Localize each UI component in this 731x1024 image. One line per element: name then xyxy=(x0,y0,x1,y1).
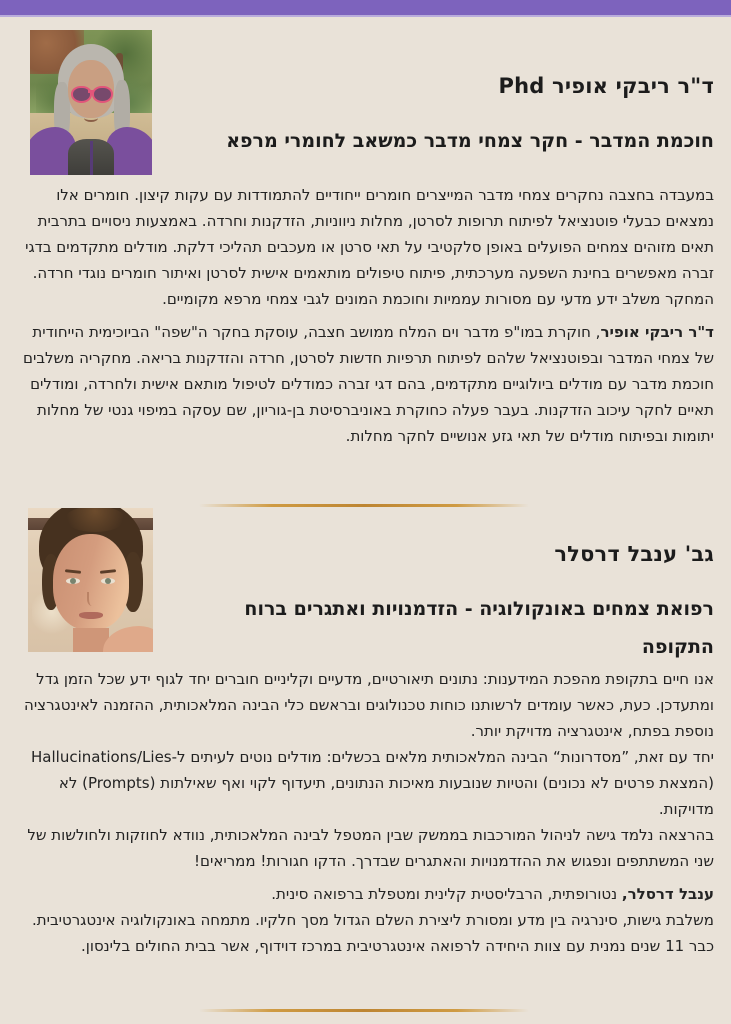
speaker2-topic xyxy=(170,590,714,666)
bio-text: נטורופתית, הרבליסטית קלינית ומטפלת ברפואה סינית. xyxy=(271,885,622,903)
speaker1-lab-paragraph xyxy=(16,182,714,312)
bio-text: במעבדה בחצבה נחקרים צמחי מדבר המייצרים חומרים ייחודיים להתמודדות עם עקות קיצון. חומרים אלו נמצאים כבעלי פוטנציאל לפיתוח תרופות לסרטן, מחלות ניווניות, הזדקנות וחרדה. באמצעות ניסויים בתרבית תאים מזוהים צמחים הפועלים באופן סלקטיבי על תאי סרטן או מעכבים תהליכי דלקת. מודלים מתקדמים בדגי זברה מאפשרים בחינת השפעה מערכתית, פיתוח טיפולים מותאמים אישית לסרטן ואיתור חומרים נוגדי חרדה. xyxy=(25,186,714,282)
speaker1-topic: חוכמת המדבר - חקר צמחי מדבר כמשאב לחומרי מרפא xyxy=(226,130,714,152)
speaker2-photo xyxy=(28,508,153,652)
speaker1-bold-name: ד"ר ריבקי אופיר xyxy=(600,323,714,341)
speaker2-lecture-paragraph xyxy=(16,666,714,874)
gold-divider-bottom xyxy=(199,1009,529,1012)
speaker2-bio xyxy=(16,666,714,959)
speaker1-about-paragraph xyxy=(16,319,714,449)
bio-text: יחד עם זאת, ”מסדרונות“ הבינה המלאכותית מלאים בכשלים: מודלים נוטים לעיתים ל-Hallucinations/Lies (המצאת פרטים לא נכונים) והטיות שנובעות מאיכות הנתונים, תיעדוף לקוי ואף שאילתות (Prompts) לא מדויקות. xyxy=(31,748,714,818)
speaker2-header xyxy=(170,542,714,666)
bio-text: משלבת גישות, סינרגיה בין מדע ומסורת ליצירת השלם הגדול מסך חלקיו. מתמחה באונקולוגיה אינטגרטיבית. כבר 11 שנים נמנית עם צוות היחידה לרפואה אינטגרטיבית במרכז דוידוף, אשר בבית החולים בלינסון. xyxy=(31,911,714,955)
gold-divider-middle xyxy=(199,504,529,507)
speaker2-name: גב' ענבל דרסלר xyxy=(554,542,714,566)
speaker2-about-paragraph xyxy=(16,881,714,959)
bio-text: המחקר משלב ידע מדעי עם מסורות עממיות וחוכמת המונים לגבי צמחי מרפא מקומיים. xyxy=(162,290,714,308)
speaker1-photo xyxy=(30,30,152,175)
top-accent-bar xyxy=(0,0,731,17)
speaker2-topic-line2: התקופה xyxy=(641,636,714,658)
speaker1-header xyxy=(170,74,714,160)
speaker2-bold-name: ענבל דרסלר, xyxy=(621,885,714,903)
speaker1-bio xyxy=(16,182,714,449)
bio-text: , חוקרת במו"פ מדבר וים המלח ממושב חצבה, עוסקת בחקר ה"שפה" הביוכימית הייחודית של צמחי המדבר ובפוטנציאל שלהם לפיתוח תרפיות חדשות לסרטן, חרדה והזדקנות בריאה. מחקריה משלבים חוכמת מדבר עם מודלים ביולוגיים מתקדמים, בהם דגי זברה כמודלים לטיפול מותאם אישית ולחרדה, ומודלים תאיים לחקר עיכוב הזדקנות. בעבר פעלה כחוקרת באוניברסיטת בן-גוריון, שם עסקה במיפוי גנטי של מחלות יתומות ובפיתוח מודלים של תאי גזע אנושיים לחקר מחלות. xyxy=(23,323,714,445)
speaker2-topic-line1: רפואת צמחים באונקולוגיה - הזדמנויות ואתגרים ברוח xyxy=(244,598,714,620)
speaker1-name: ד"ר ריבקי אופיר Phd xyxy=(498,74,714,98)
bio-text: בהרצאה נלמד גישה לניהול המורכבות בממשק שבין המטפל לבינה המלאכותית, נוודא לחוזקות ולחולשות של שני המשתתפים ונפגוש את ההזדמנויות והאתגרים שבדרך. הדקו חגורות! ממריאים! xyxy=(27,826,714,870)
bio-text: אנו חיים בתקופת מהפכת המידענות: נתונים תיאורטיים, מדעיים וקליניים חוברים יחד לגוף ידע שכל הזמן גדל ומתעדכן. כעת, כאשר עומדים לרשותנו כוחות טכנולוגים ובראשם כלי הבינה המלאכותית, ההזמנה לאינטגרציה נוספת בפתח, אינטגרציה מדויקת יותר. xyxy=(24,670,714,740)
